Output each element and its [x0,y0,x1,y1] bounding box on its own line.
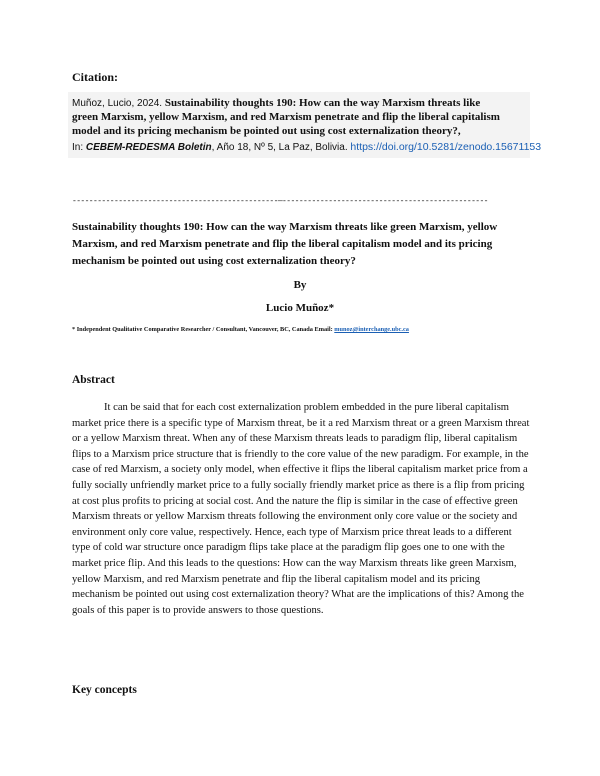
doi-link[interactable]: https://doi.org/10.5281/zenodo.15671153 [350,141,542,153]
citation-in-prefix: In: [72,142,86,153]
citation-issue: , Año 18, Nº 5, La Paz, Bolivia. [211,142,351,153]
citation-title-part-1: Sustainability thoughts 190: How can the way Marxism threats like [164,97,481,109]
citation-title-part-2: green Marxism, yellow Marxism, and red Marxism penetrate and flip the liberal capitalism [72,111,500,123]
affiliation-text: * Independent Qualitative Comparative Researcher / Consultant, Vancouver, BC, Canada Email: [72,326,335,333]
citation-journal: CEBEM-REDESMA Boletin [85,142,212,153]
abstract-heading: Abstract [72,374,115,386]
email-link[interactable]: munoz@interchange.ubc.ca [334,326,409,333]
author-affiliation [72,326,409,333]
citation-label: Citation: [72,70,118,84]
abstract-body: It can be said that for each cost externalization problem embedded in the pure liberal capitalism market price there is a specific type of Marxism threat, be it a red Marxism threat or a green Marxism threat or a yellow Marxism threat. When any of these Marxism threats leads to paradigm flip, liberal capitalism flips to a Marxism price structure that is friendly to the core value of the new paradigm. For example, in the case of red Marxism, a society only model, when effective it flips the liberal capitalism market price from a fully socially unfriendly market price to a fully socially friendly market price as there is a flip from pricing at cost plus profits to pricing at social cost. And the nature the flip is similar in the case of effective green Marxism threats or yellow Marxism threats following the environment only core value or the society and environment only core value, respectively. Hence, each type of Marxism price threat leads to a different type of cold war structure once paradigm flips take place at the paradigm flip goes one to one with the market price flip. And this leads to the questions: How can the way Marxism threats like green Marxism, yellow Marxism, and red Marxism penetrate and flip the liberal capitalism model and its pricing mechanism be pointed out using cost externalization theory? What are the implications of this? Among the goals of this paper is to provide answers to those questions. [72,402,530,616]
citation-author-year: Muñoz, Lucio, 2024. [72,98,165,109]
citation-line-1 [72,96,480,111]
key-concepts-heading: Key concepts [72,684,137,696]
byline: By [293,279,307,291]
citation-title-part-3: model and its pricing mechanism be pointed out using cost externalization theory?, [72,125,461,137]
citation-source-line [72,140,541,155]
author-name: Lucio Muñoz* [265,302,335,314]
paper-title: Sustainability thoughts 190: How can the way Marxism threats like green Marxism, yellow Marxism, and red Marxism penetrate and flip the liberal capitalism model and its pricing mechanism be pointed out using cost externalization theory? [72,221,498,267]
section-divider: -------------------------------------------------—------------------------------------------------- [72,197,488,206]
